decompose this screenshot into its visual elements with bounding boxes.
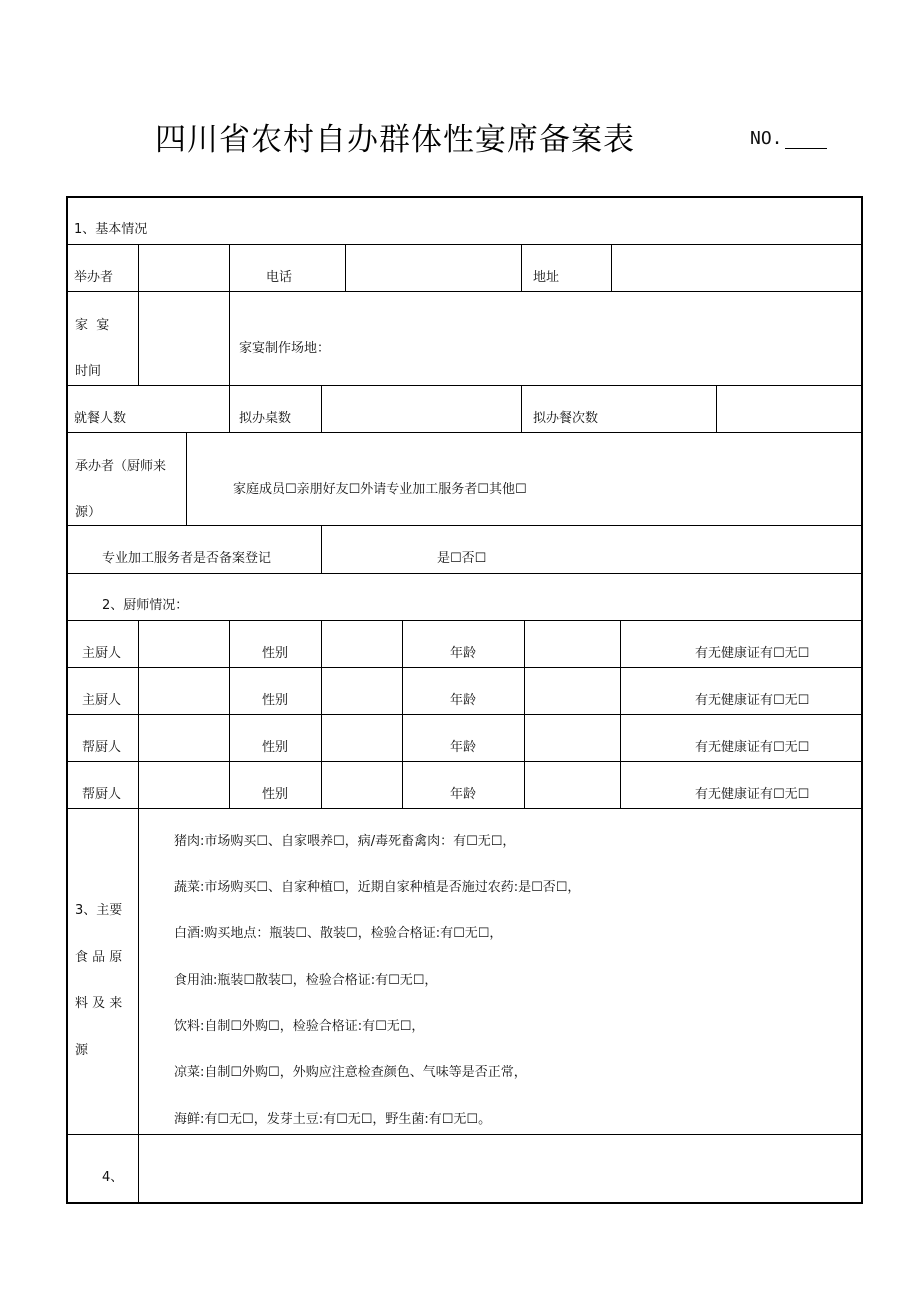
col-divider	[521, 385, 522, 432]
health-cert-options[interactable]: 有无健康证有☐无☐	[695, 740, 810, 755]
col-divider	[524, 620, 525, 808]
tables-label: 拟办桌数	[239, 411, 292, 426]
chef-role: 帮厨人	[82, 740, 122, 755]
age-label: 年龄	[450, 693, 477, 708]
banquet-time-label: 家 宴	[75, 318, 110, 333]
sittings-label: 拟办餐次数	[533, 411, 599, 426]
col-divider	[229, 620, 230, 808]
food-item-pork[interactable]: 猪肉:市场购买☐、自家喂养☐，病/毒死畜禽肉：有☐无☐，	[174, 834, 516, 849]
health-cert-options[interactable]: 有无健康证有☐无☐	[695, 646, 810, 661]
page-title: 四川省农村自办群体性宴席备案表	[155, 122, 635, 158]
contractor-label: 承办者（厨师来	[75, 459, 167, 474]
col-divider	[138, 808, 139, 1204]
contractor-label-2: 源）	[75, 505, 102, 520]
row-divider	[67, 761, 863, 762]
chef-role: 主厨人	[82, 693, 122, 708]
row-divider	[67, 525, 863, 526]
food-item-liquor[interactable]: 白酒:购买地点：瓶装☐、散装☐，检验合格证:有☐无☐，	[174, 926, 503, 941]
gender-label: 性别	[262, 740, 289, 755]
food-item-drinks[interactable]: 饮料:自制☐外购☐，检验合格证:有☐无☐，	[174, 1019, 425, 1034]
section-1-title: 1、基本情况	[74, 222, 148, 237]
age-label: 年龄	[450, 646, 477, 661]
registered-label: 专业加工服务者是否备案登记	[102, 551, 272, 566]
form-number-blank[interactable]	[785, 132, 827, 149]
diners-label: 就餐人数	[74, 411, 127, 426]
food-item-cold-dishes[interactable]: 凉菜:自制☐外购☐，外购应注意检查颜色、气味等是否正常，	[174, 1065, 527, 1080]
contractor-options[interactable]: 家庭成员☐亲朋好友☐外请专业加工服务者☐其他☐	[233, 482, 527, 497]
row-divider	[67, 714, 863, 715]
food-item-seafood[interactable]: 海鲜:有☐无☐，发芽土豆:有☐无☐，野生菌:有☐无☐。	[174, 1112, 492, 1127]
form-number-label: NO.	[750, 128, 783, 149]
col-divider	[716, 385, 717, 432]
chef-role: 主厨人	[82, 646, 122, 661]
section-2-title: 2、厨师情况：	[102, 598, 189, 613]
row-divider	[67, 385, 863, 386]
address-label: 地址	[533, 270, 560, 285]
gender-label: 性别	[262, 646, 289, 661]
col-divider	[521, 244, 522, 291]
col-divider	[138, 244, 139, 385]
row-divider	[67, 808, 863, 809]
food-section-label-4: 源	[75, 1043, 89, 1058]
chef-role: 帮厨人	[82, 787, 122, 802]
col-divider	[321, 385, 322, 432]
venue-label: 家宴制作场地：	[239, 341, 331, 356]
col-divider	[321, 620, 322, 808]
food-section-label-2: 食 品 原	[75, 950, 123, 965]
phone-label: 电话	[266, 270, 293, 285]
section-4-label: 4、	[102, 1170, 124, 1185]
age-label: 年龄	[450, 740, 477, 755]
col-divider	[229, 244, 230, 432]
age-label: 年龄	[450, 787, 477, 802]
form-number	[750, 128, 827, 149]
gender-label: 性别	[262, 787, 289, 802]
food-item-oil[interactable]: 食用油:瓶装☐散装☐，检验合格证:有☐无☐，	[174, 973, 438, 988]
row-divider	[67, 620, 863, 621]
row-divider	[67, 667, 863, 668]
food-section-label-3: 料 及 来	[75, 996, 123, 1011]
row-divider	[67, 244, 863, 245]
organizer-label: 举办者	[74, 270, 114, 285]
col-divider	[186, 432, 187, 525]
food-item-vegetables[interactable]: 蔬菜:市场购买☐、自家种植☐，近期自家种植是否施过农药:是☐否☐，	[174, 880, 581, 895]
row-divider	[67, 573, 863, 574]
banquet-time-label-2: 时间	[75, 364, 102, 379]
col-divider	[402, 620, 403, 808]
col-divider	[620, 620, 621, 808]
col-divider	[138, 620, 139, 808]
row-divider	[67, 1134, 863, 1135]
row-divider	[67, 291, 863, 292]
health-cert-options[interactable]: 有无健康证有☐无☐	[695, 693, 810, 708]
col-divider	[345, 244, 346, 291]
col-divider	[321, 525, 322, 573]
food-section-label: 3、主要	[75, 903, 123, 918]
col-divider	[611, 244, 612, 291]
registered-options[interactable]: 是☐否☐	[437, 551, 487, 566]
health-cert-options[interactable]: 有无健康证有☐无☐	[695, 787, 810, 802]
gender-label: 性别	[262, 693, 289, 708]
